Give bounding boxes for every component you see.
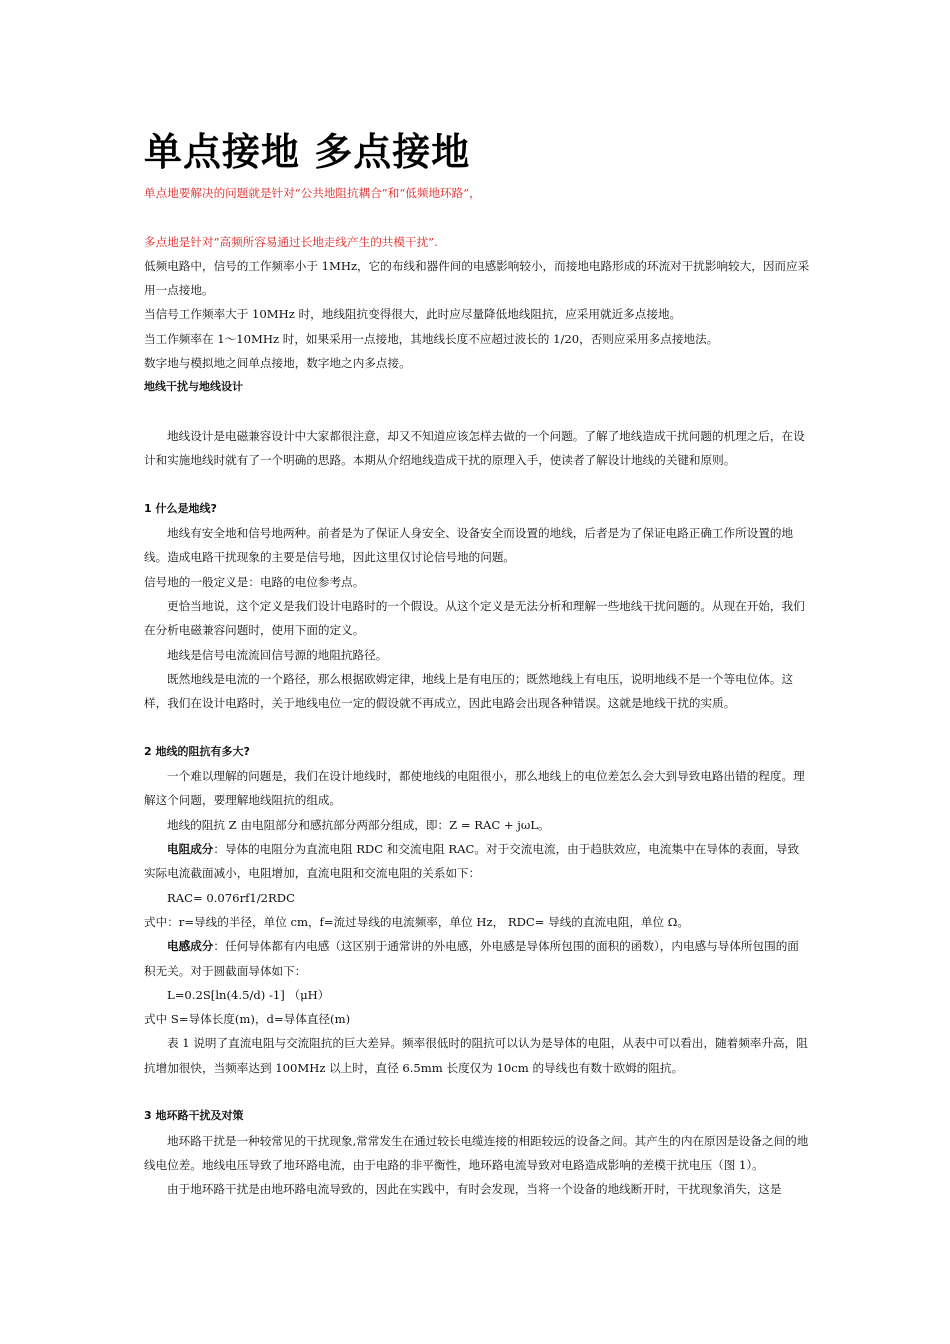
section-heading-2: 2 地线的阻抗有多大?	[144, 744, 250, 758]
intro-paragraph-1: 低频电路中，信号的工作频率小于 1MHz，它的布线和器件间的电感影响较小，而接地电路形成的环流对干扰影响较大，因而应采用一点接地。	[144, 258, 810, 298]
resistance-text: ：导体的电阻分为直流电阻 RDC 和交流电阻 RAC。对于交流电流，由于趋肤效应，电流集中在导体的表面，导致实际电流截面减小，电阻增加，直流电阻和交流电阻的关系如下：	[144, 842, 800, 881]
document-body	[144, 181, 810, 1201]
resistance-label: 电阻成分	[167, 842, 214, 857]
page-title: 单点接地 多点接地	[144, 129, 471, 174]
section-heading-3: 3 地环路干扰及对策	[144, 1109, 244, 1123]
intro-red-paragraph-2: 多点地是针对“高频所容易通过长地走线产生的共模干扰”.	[144, 234, 438, 249]
section-heading-ground-design: 地线干扰与地线设计	[144, 380, 243, 394]
formula-rac: RAC= 0.076rf1/2RDC	[167, 890, 295, 905]
formula-inductance: L=0.2S[ln(4.5/d) -1] （μH）	[167, 987, 330, 1002]
section1-paragraph-2: 信号地的一般定义是：电路的电位参考点。	[144, 574, 365, 589]
inductance-label: 电感成分	[167, 939, 214, 954]
section2-paragraph-inductance	[144, 934, 810, 983]
intro-paragraph-3: 当工作频率在 1～10MHz 时，如果采用一点接地，其地线长度不应超过波长的 1/20，否则应采用多点接地法。	[144, 331, 719, 346]
section1-paragraph-1: 地线有安全地和信号地两种。前者是为了保证人身安全、设备安全而设置的地线，后者是为了保证电路正确工作所设置的地线。造成电路干扰现象的主要是信号地，因此这里仅讨论信号地的问题。	[144, 526, 794, 565]
spacer	[144, 473, 810, 497]
spacer	[144, 400, 810, 424]
intro-red-paragraph-1: 单点地要解决的问题就是针对“公共地阻抗耦合”和“低频地环路”，	[144, 186, 481, 200]
spacer	[144, 205, 810, 229]
section2-paragraph-7: 表 1 说明了直流电阻与交流阻抗的巨大差异。频率很低时的阻抗可以认为是导体的电阻，从表中可以看出，随着频率升高，阻抗增加很快，当频率达到 100MHz 以上时，直径 6.5mm 长度仅为 10cm 的导线也有数十欧姆的阻抗。	[144, 1036, 808, 1075]
section2-paragraph-4: 式中：r=导线的半径，单位 cm，f=流过导线的电流频率，单位 Hz， RDC= 导线的直流电阻，单位 Ω。	[144, 914, 689, 929]
intro-paragraph-2: 当信号工作频率大于 10MHz 时，地线阻抗变得很大，此时应尽量降低地线阻抗，应采用就近多点接地。	[144, 307, 682, 322]
section3-paragraph-1: 地环路干扰是一种较常见的干扰现象,常常发生在通过较长电缆连接的相距较远的设备之间。其产生的内在原因是设备之间的地线电位差。地线电压导致了地环路电流，由于电路的非平衡性，地环路电流导致对电路造成影响的差模干扰电压（图 1）。	[144, 1133, 809, 1172]
section1-paragraph-5: 既然地线是电流的一个路径，那么根据欧姆定律，地线上是有电压的；既然地线上有电压，说明地线不是一个等电位体。这样，我们在设计电路时，关于地线电位一定的假设就不再成立，因此电路会出现各种错误。这就是地线干扰的实质。	[144, 671, 794, 711]
section2-paragraph-6: 式中 S=导体长度(m)，d=导体直径(m)	[144, 1012, 351, 1027]
section-heading-1: 1 什么是地线?	[144, 501, 217, 515]
section0-paragraph: 地线设计是电磁兼容设计中大家都很注意，却又不知道应该怎样去做的一个问题。了解了地线造成干扰问题的机理之后，在设计和实施地线时就有了一个明确的思路。本期从介绍地线造成干扰的原理入手，使读者了解设计地线的关键和原则。	[144, 428, 805, 468]
section2-paragraph-2: 地线的阻抗 Z 由电阻部分和感抗部分两部分组成，即：Z = RAC + jωL。	[167, 817, 550, 832]
section2-paragraph-1: 一个难以理解的问题是，我们在设计地线时，都使地线的电阻很小，那么地线上的电位差怎么会大到导致电路出错的程度。理解这个问题，要理解地线阻抗的组成。	[144, 769, 805, 808]
section3-paragraph-2: 由于地环路干扰是由地环路电流导致的，因此在实践中，有时会发现，当将一个设备的地线断开时，干扰现象消失，这是	[167, 1182, 782, 1197]
section2-paragraph-resistance	[144, 837, 810, 886]
section1-paragraph-3: 更恰当地说，这个定义是我们设计电路时的一个假设。从这个定义是无法分析和理解一些地线干扰问题的。从现在开始，我们在分析电磁兼容问题时，使用下面的定义。	[144, 599, 805, 638]
spacer	[144, 1080, 810, 1104]
spacer	[144, 716, 810, 740]
section1-paragraph-4: 地线是信号电流流回信号源的地阻抗路径。	[167, 647, 388, 662]
intro-paragraph-4: 数字地与模拟地之间单点接地，数字地之内多点接。	[144, 356, 411, 371]
inductance-text: ：任何导体都有内电感（这区别于通常讲的外电感，外电感是导体所包围的面积的函数），内电感与导体所包围的面积无关。对于圆截面导体如下：	[144, 939, 799, 978]
